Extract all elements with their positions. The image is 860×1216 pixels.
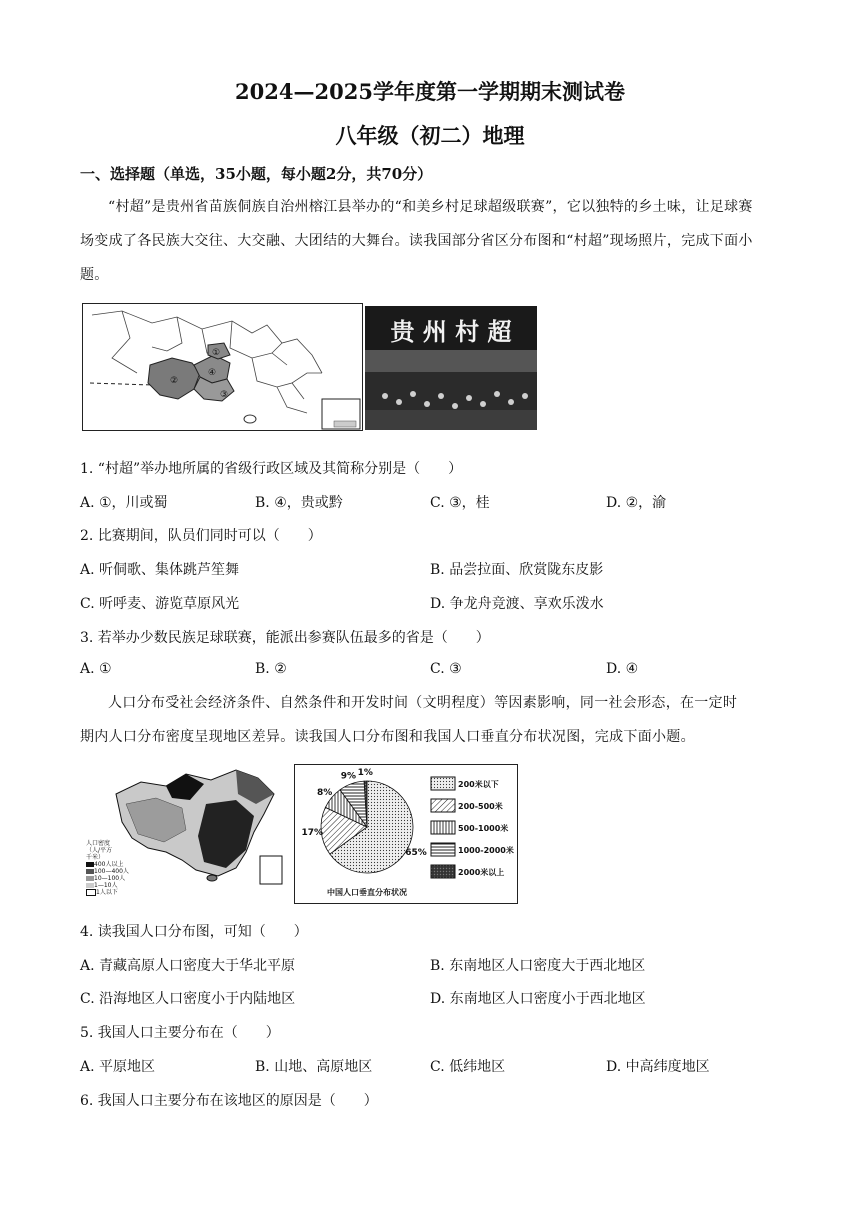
q2-option-c[interactable]: C. 听呼麦、游览草原风光: [80, 596, 240, 612]
q5-option-c[interactable]: C. 低纬地区: [430, 1059, 506, 1075]
q5-option-d[interactable]: D. 中高纬度地区: [606, 1059, 710, 1075]
legend-swatch: [431, 821, 455, 834]
q2-option-a[interactable]: A. 听侗歌、集体跳芦笙舞: [80, 562, 240, 578]
q2-option-b[interactable]: B. 品尝拉面、欣赏陇东皮影: [430, 562, 604, 578]
q1-option-d[interactable]: D. ②，渝: [606, 495, 667, 511]
q1-option-c[interactable]: C. ③，桂: [430, 495, 490, 511]
map-legend: [86, 840, 129, 896]
exam-title: 2024—2025学年度第一学期期末测试卷: [235, 79, 625, 104]
q2-option-d[interactable]: D. 争龙舟竞渡、享欢乐泼水: [430, 596, 604, 612]
legend-label: 1000-2000米: [458, 846, 514, 855]
map-label-2: ②: [169, 376, 179, 386]
map-label-1: ①: [211, 348, 221, 358]
q3-option-d[interactable]: D. ④: [606, 661, 639, 677]
passage-1: [80, 190, 780, 292]
question-3-stem: 3. 若举办少数民族足球联赛，能派出参赛队伍最多的省是（ ）: [80, 630, 490, 646]
province-map: [82, 303, 363, 431]
pie-slice-label: 1%: [357, 768, 373, 779]
population-map: [86, 764, 290, 896]
q1-option-b[interactable]: B. ④，贵或黔: [255, 495, 343, 511]
map-legend-item: [86, 861, 129, 868]
passage-2-line: 人口分布受社会经济条件、自然条件和开发时间（文明程度）等因素影响，同一社会形态，在一定时: [108, 695, 738, 711]
legend-swatch: [431, 865, 455, 878]
pie-slice-label: 17%: [301, 828, 324, 839]
map-legend-label: 1人以下: [96, 889, 118, 896]
q5-option-b[interactable]: B. 山地、高原地区: [255, 1059, 373, 1075]
legend-label: 500-1000米: [458, 824, 509, 833]
q5-option-a[interactable]: A. 平原地区: [80, 1059, 156, 1075]
map-legend-item: [86, 882, 129, 889]
question-4-stem: 4. 读我国人口分布图，可知（ ）: [80, 924, 308, 940]
q3-option-b[interactable]: B. ②: [255, 661, 287, 677]
chart-title: 中国人口垂直分布状况: [327, 888, 407, 897]
passage-1-line: 场变成了各民族大交往、大交融、大团结的大舞台。读我国部分省区分布图和“村超”现场照片，完成下面小: [80, 233, 753, 249]
map-label-4: ④: [207, 368, 217, 378]
q3-option-a[interactable]: A. ①: [80, 661, 112, 677]
legend-swatch: [431, 777, 455, 790]
map-legend-item: [86, 868, 129, 875]
pie-slice-label: 8%: [316, 787, 333, 798]
elevation-pie-chart: [294, 764, 518, 904]
photo-banner-text: 贵 州 村 超: [390, 318, 512, 346]
exam-subtitle: 八年级（初二）地理: [335, 123, 525, 148]
q4-option-a[interactable]: A. 青藏高原人口密度大于华北平原: [80, 958, 296, 974]
question-6-stem: 6. 我国人口主要分布在该地区的原因是（ ）: [80, 1093, 378, 1109]
map-legend-label: 1—10人: [94, 882, 118, 889]
map-legend-item: [86, 889, 129, 896]
map-legend-title: 人口密度（人/平方千米）: [86, 840, 113, 861]
cunchao-photo: [365, 306, 537, 430]
passage-1-line: 题。: [80, 267, 109, 283]
map-legend-label: 100—400人: [94, 868, 129, 875]
q4-option-d[interactable]: D. 东南地区人口密度小于西北地区: [430, 991, 646, 1007]
q3-option-c[interactable]: C. ③: [430, 661, 462, 677]
passage-1-line: “村超”是贵州省苗族侗族自治州榕江县举办的“和美乡村足球超级联赛”，它以独特的乡土味，让足球赛: [108, 199, 753, 215]
legend-swatch: [431, 799, 455, 812]
q1-option-a[interactable]: A. ①，川或蜀: [80, 495, 168, 511]
legend-label: 200米以下: [458, 780, 499, 789]
map-legend-item: [86, 875, 129, 882]
passage-2: [80, 686, 780, 754]
question-1-stem: 1. “村超”举办地所属的省级行政区域及其简称分别是（ ）: [80, 461, 463, 477]
map-label-3: ③: [219, 390, 229, 400]
q4-option-b[interactable]: B. 东南地区人口密度大于西北地区: [430, 958, 646, 974]
passage-2-line: 期内人口分布密度呈现地区差异。读我国人口分布图和我国人口垂直分布状况图，完成下面小题。: [80, 729, 695, 745]
legend-label: 2000米以上: [458, 868, 505, 877]
q4-option-c[interactable]: C. 沿海地区人口密度小于内陆地区: [80, 991, 296, 1007]
question-2-stem: 2. 比赛期间，队员们同时可以（ ）: [80, 528, 322, 544]
map-legend-label: 10—100人: [94, 875, 126, 882]
pie-slice-label: 65%: [405, 847, 427, 858]
pie-slice-label: 9%: [340, 771, 357, 782]
legend-label: 200-500米: [458, 802, 503, 811]
legend-swatch: [431, 843, 455, 856]
question-5-stem: 5. 我国人口主要分布在（ ）: [80, 1025, 280, 1041]
section-title: 一、选择题（单选，35小题，每小题2分，共70分）: [80, 165, 433, 183]
map-legend-label: 400人以上: [94, 861, 124, 868]
